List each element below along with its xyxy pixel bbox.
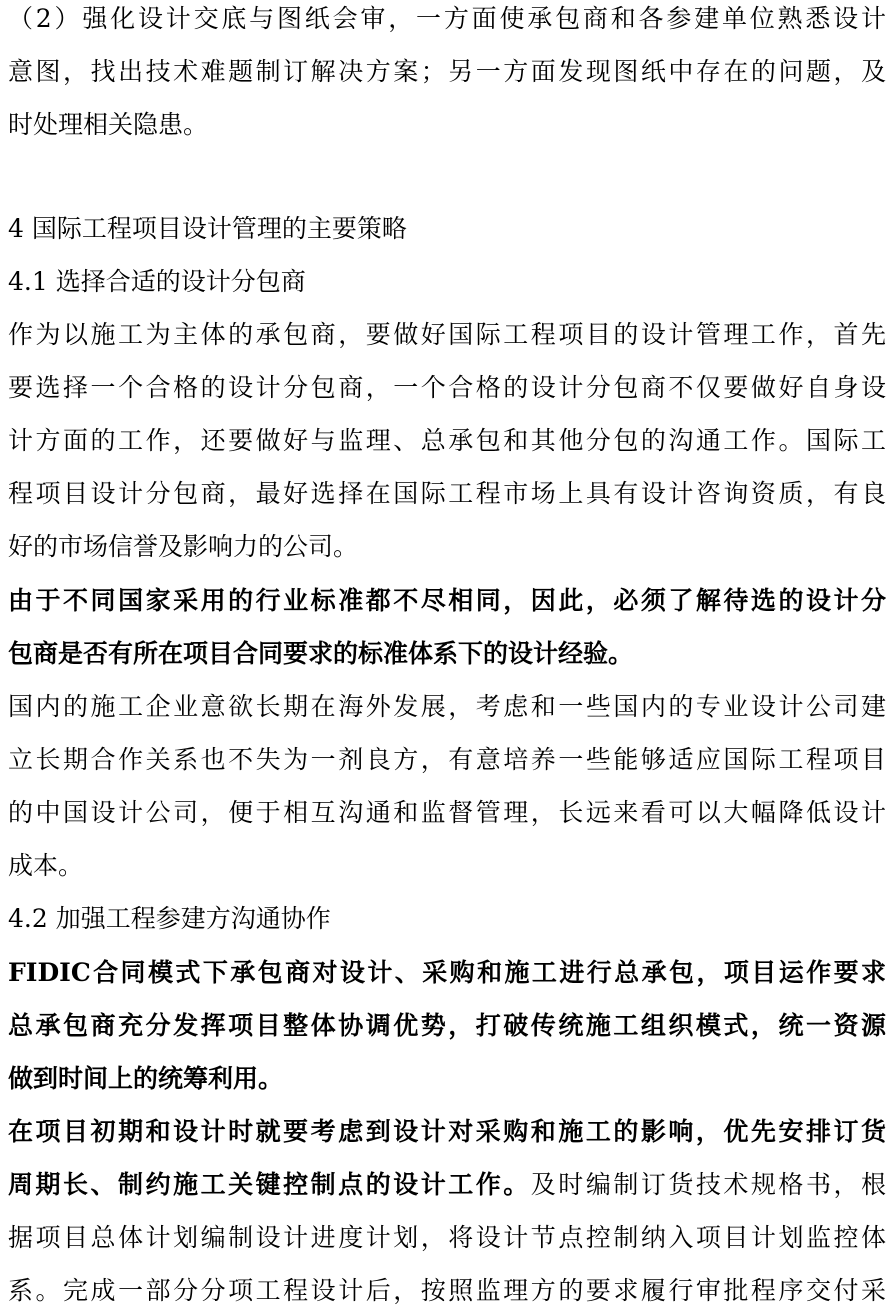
bold-text-line: 由于不同国家采用的行业标准都不尽相同，因此，必须了解待选的设计分 [8, 586, 886, 615]
bold-text-line: 做到时间上的统筹利用。 [8, 1064, 284, 1093]
text-line: 系。完成一部分分项工程设计后，按照监理方的要求履行审批程序交付采 [8, 1276, 886, 1305]
text-line: 的中国设计公司，便于相互沟通和监督管理，长远来看可以大幅降低设计 [8, 798, 886, 827]
text-line: 作为以施工为主体的承包商，要做好国际工程项目的设计管理工作，首先 [8, 320, 886, 349]
text-line: 成本。 [8, 851, 84, 880]
bold-text-line: 在项目初期和设计时就要考虑到设计对采购和施工的影响，优先安排订货 [8, 1117, 886, 1146]
subsection-heading: 4.1 选择合适的设计分包商 [8, 267, 306, 296]
text-line: 立长期合作关系也不失为一剂良方，有意培养一些能够适应国际工程项目 [8, 745, 886, 774]
bold-text-line: FIDIC合同模式下承包商对设计、采购和施工进行总承包，项目运作要求 [8, 958, 886, 987]
text-line: 要选择一个合格的设计分包商，一个合格的设计分包商不仅要做好自身设 [8, 373, 886, 402]
text-line: 国内的施工企业意欲长期在海外发展，考虑和一些国内的专业设计公司建 [8, 692, 886, 721]
section-heading: 4 国际工程项目设计管理的主要策略 [8, 214, 407, 243]
text-line: （2）强化设计交底与图纸会审，一方面使承包商和各参建单位熟悉设计 [8, 4, 886, 33]
mixed-text-line [8, 1168, 886, 1202]
text-span: 及时编制订货技术规格书，根 [530, 1170, 886, 1199]
text-line: 意图，找出技术难题制订解决方案；另一方面发现图纸中存在的问题，及 [8, 57, 886, 86]
bold-text-line: 包商是否有所在项目合同要求的标准体系下的设计经验。 [8, 639, 634, 668]
text-line: 好的市场信誉及影响力的公司。 [8, 532, 359, 561]
text-line: 时处理相关隐患。 [8, 110, 209, 139]
subsection-heading: 4.2 加强工程参建方沟通协作 [8, 904, 331, 933]
bold-text-span: 周期长、制约施工关键控制点的设计工作。 [8, 1170, 531, 1199]
text-line: 据项目总体计划编制设计进度计划，将设计节点控制纳入项目计划监控体 [8, 1223, 886, 1252]
text-line: 程项目设计分包商，最好选择在国际工程市场上具有设计咨询资质，有良 [8, 479, 886, 508]
text-line: 计方面的工作，还要做好与监理、总承包和其他分包的沟通工作。国际工 [8, 426, 886, 455]
bold-text-line: 总承包商充分发挥项目整体协调优势，打破传统施工组织模式，统一资源 [8, 1011, 886, 1040]
